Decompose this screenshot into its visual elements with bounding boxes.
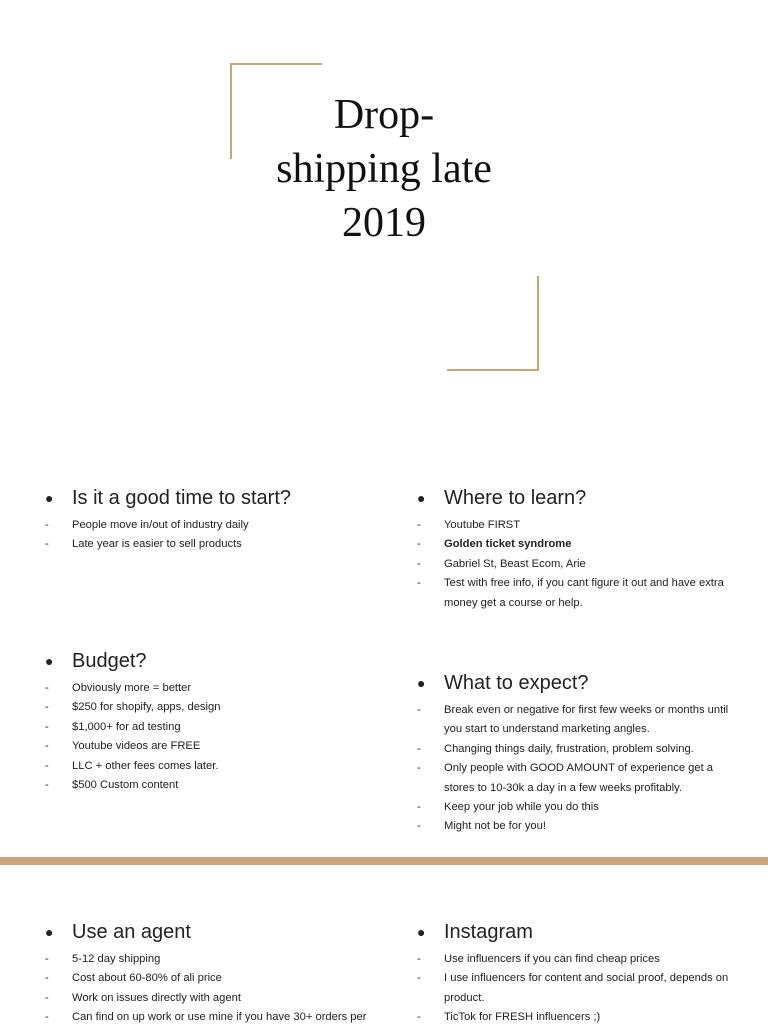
slide2-right-column-expect [415,671,745,837]
bullet-icon: ● [45,653,54,669]
list-item-text: Might not be for you! [444,820,546,833]
section-title: Budget? [72,649,147,672]
section-what-to-expect [415,671,745,837]
list-item [43,718,373,737]
dash-icon: - [417,972,421,985]
item-list [43,679,373,795]
list-item [43,535,373,554]
dash-icon: - [45,740,49,753]
list-item [415,574,745,613]
list-item-text: Youtube FIRST [444,519,521,531]
slide3-left-column [43,920,373,1028]
list-item-text: $250 for shopify, apps, design [72,701,221,714]
list-item [415,759,745,798]
section-title: Instagram [444,920,533,943]
list-item-text: Can find on up work or use mine if you have 30+ orders per [72,1011,367,1024]
section-title: Use an agent [72,920,191,943]
dash-icon: - [45,538,49,551]
section-heading [43,649,373,673]
list-item [43,969,373,988]
list-item-text: Break even or negative for first few weeks or months until you start to understand marketing angles. [444,704,729,736]
list-item [43,679,373,698]
dash-icon: - [45,953,49,965]
dash-icon: - [45,682,49,694]
section-heading [415,486,745,510]
list-item [43,698,373,717]
dash-icon: - [45,701,49,714]
dash-icon: - [45,1011,49,1024]
list-item-text: Work on issues directly with agent [72,991,241,1004]
corner-frame-bottom-right [447,276,539,371]
list-item [415,817,745,836]
list-item-text: Late year is easier to sell products [72,538,242,551]
slide2-right-column [415,486,745,613]
item-list [415,950,745,1028]
section-budget [43,649,373,795]
slide-divider [0,857,768,865]
slide2-left-column-budget [43,649,373,795]
list-item [43,1008,373,1027]
section-title: Where to learn? [444,486,587,509]
dash-icon: - [417,577,421,590]
dash-icon: - [417,538,421,551]
section-where-to-learn [415,486,745,613]
title-slide [0,0,768,430]
dash-icon: - [417,557,421,570]
item-list [43,516,373,555]
list-item [43,516,373,535]
list-item [415,950,745,969]
bullet-icon: ● [417,675,426,691]
section-heading [43,920,373,944]
list-item [415,740,745,759]
list-item [43,776,373,795]
section-title: What to expect? [444,671,589,694]
list-item [415,535,745,554]
list-item-text: $500 Custom content [72,779,179,792]
list-item [43,737,373,756]
list-item [415,701,745,740]
list-item [415,969,745,1008]
list-item-text: Gabriel St, Beast Ecom, Arie [444,557,586,570]
dash-icon: - [417,953,421,965]
dash-icon: - [417,801,421,814]
list-item [43,950,373,969]
section-instagram [415,920,745,1028]
list-item-text: Obviously more = better [72,682,192,694]
item-list [43,950,373,1028]
bullet-icon: ● [417,924,426,940]
section-title: Is it a good time to start? [72,486,291,509]
list-item [43,989,373,1008]
dash-icon: - [45,972,49,985]
dash-icon: - [45,759,49,772]
list-item [415,798,745,817]
list-item-text: Youtube videos are FREE [72,740,201,753]
list-item-text: Only people with GOOD AMOUNT of experience get a stores to 10-30k a day in a few weeks profitably. [444,762,714,794]
section-heading [415,671,745,695]
section-heading [43,486,373,510]
dash-icon: - [417,704,421,716]
list-item-text: I use influencers for content and social proof, depends on product. [444,972,729,1004]
list-item [415,555,745,574]
bullet-icon: ● [45,924,54,940]
list-item-text: Changing things daily, frustration, problem solving. [444,742,694,755]
dash-icon: - [45,519,49,531]
title-line: shipping late [276,146,492,192]
section-use-an-agent [43,920,373,1028]
dash-icon: - [45,991,49,1004]
dash-icon: - [45,779,49,792]
item-list [415,701,745,837]
list-item-text: TicTok for FRESH influencers ;) [444,1011,601,1024]
list-item-text: Keep your job while you do this [444,801,599,814]
list-item-text: $1,000+ for ad testing [72,720,181,733]
bullet-icon: ● [45,490,54,506]
list-item-text: 5-12 day shipping [72,953,161,965]
list-item-text: Cost about 60-80% of ali price [72,972,222,985]
dash-icon: - [417,1011,421,1024]
dash-icon: - [417,820,421,833]
item-list [415,516,745,613]
list-item-text: Use influencers if you can find cheap prices [444,953,660,965]
section-heading [415,920,745,944]
list-item [415,1008,745,1027]
slide2-left-column [43,486,373,555]
title-line: 2019 [342,200,426,246]
dash-icon: - [417,519,421,531]
title-line: Drop- [333,92,435,138]
list-item [43,757,373,776]
list-item-text: LLC + other fees comes later. [72,759,219,772]
list-item-text-bold: Golden ticket syndrome [444,538,572,551]
section-good-time [43,486,373,555]
bullet-icon: ● [417,490,426,506]
dash-icon: - [45,720,49,733]
dash-icon: - [417,762,421,775]
dash-icon: - [417,742,421,755]
slide-title [234,88,534,250]
list-item-text: People move in/out of industry daily [72,519,249,531]
list-item-text: Test with free info, if you cant figure it out and have extra money get a course or help. [444,577,724,609]
list-item [415,516,745,535]
slide3-right-column [415,920,745,1028]
